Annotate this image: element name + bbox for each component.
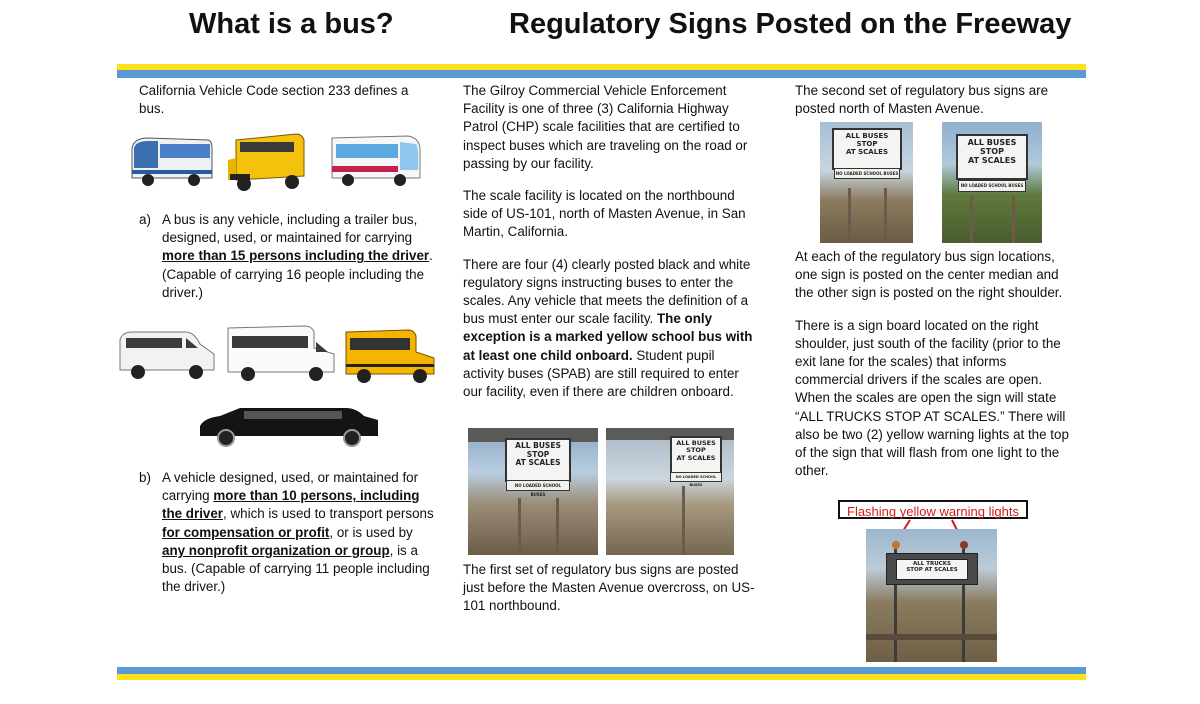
right-paragraph-1: The second set of regulatory bus signs are posted north of Masten Avenue. [795,83,1049,117]
definition-b-text2: , which is used to transport persons [223,506,434,522]
right-paragraph-3: There is a sign board located on the right shoulder, just south of the facility (prior to the exit lane for the scales) that informs commercial drivers if the scales are open. When the scales are open the sign will state “ALL TRUCKS STOP AT SCALES.” There will also be two (2) yellow warning lights at the top of the sign that will flash from one light to the other. [795,317,1069,479]
middle-caption [463,561,755,616]
right-text [795,248,1073,494]
definition-a [139,211,439,302]
passenger-van-image [116,328,218,384]
middle-p3-text1: There are four (4) clearly posted black and white regulatory signs instructing buses to enter the scales. Any vehicle that meets the definition of a bus must enter our scale facility. [463,256,751,327]
first-sign-photo-left [468,428,598,555]
definition-a-bold: more than 15 persons including the driver [162,248,430,264]
truck-sign-line2: STOP AT SCALES [906,567,958,574]
second-sign-photo-left [820,122,913,243]
truck-sign-line1: ALL TRUCKS [913,561,951,567]
bottom-bar-yellow [117,674,1086,680]
bottom-bar-blue [117,667,1086,674]
left-heading: What is a bus? [189,8,394,40]
definition-b-label: b) [139,470,151,485]
small-school-bus-image [342,326,438,388]
second-sign-right-line2: STOP [980,147,1004,157]
first-sign-left-line2: STOP [526,449,550,459]
second-sign-left-plaque: NO LOADED SCHOOL BUSES [834,168,900,179]
first-sign-right-line2: STOP [686,446,706,455]
middle-paragraph-2: The scale facility is located on the northbound side of US-101, north of Masten Avenue, in San Martin, California. [463,188,746,240]
flashing-lights-callout: Flashing yellow warning lights [838,500,1028,519]
second-sign-left-line2: STOP [856,140,878,149]
right-p1 [795,82,1073,118]
left-warning-light-icon [892,541,900,549]
right-warning-light-icon [960,541,968,549]
definition-b-text1: A vehicle designed, used, or maintained for carrying [162,470,419,504]
middle-p3-text2: Student pupil activity buses (SPAB) are still required to enter our facility, even if there are children onboard. [463,347,739,400]
second-sign-right-plaque: NO LOADED SCHOOL BUSES [958,180,1026,192]
definition-a-text1: A bus is any vehicle, including a trailer bus, designed, used, or maintained for carrying [162,212,418,246]
first-sign-right-plaque: NO LOADED SCHOOL BUSES [670,472,722,482]
first-sign-right-line1: ALL BUSES [676,439,716,447]
first-sign-left-line3: AT SCALES [515,458,561,468]
first-sign-left-plaque: NO LOADED SCHOOL BUSES [506,480,570,491]
second-sign-left-line3: AT SCALES [846,148,888,157]
coach-bus-image [128,134,214,192]
second-sign-left-line1: ALL BUSES [845,132,889,140]
definition-b-text3: , or is used by [329,524,413,540]
second-sign-right-line1: ALL BUSES [967,138,1017,147]
truck-sign-photo [866,529,997,662]
right-heading: Regulatory Signs Posted on the Freeway [509,8,1072,40]
second-sign-photo-right [942,122,1042,243]
first-sign-right-line3: AT SCALES [676,453,716,462]
definition-b-bold3: any nonprofit organization or group [162,542,390,558]
middle-paragraph-1: The Gilroy Commercial Vehicle Enforcement Facility is one of three (3) California Highway Patrol (CHP) scale facilities that are certified to inspect buses which are traveling on the road or passing by our facility. [463,83,748,171]
transit-bus-image [328,130,424,192]
intro-text: California Vehicle Code section 233 defines a bus. [139,83,409,117]
middle-p3-bold: The only exception is a marked yellow school bus with at least one child onboard. [463,311,753,363]
first-sign-left-line1: ALL BUSES [515,441,561,450]
top-bar-blue [117,70,1086,78]
stretch-limousine-image [196,396,382,452]
definition-a-text2: . (Capable of carrying 16 people including the driver.) [162,248,433,300]
first-signs-caption: The first set of regulatory bus signs are posted just before the Masten Avenue overcross, on US-101 northbound. [463,562,755,614]
shuttle-bus-image [224,322,338,388]
definition-b-text4: , is a bus. (Capable of carrying 11 people including the driver.) [162,542,430,595]
first-sign-photo-right [606,428,734,555]
middle-paragraph-3 [463,256,755,402]
left-intro [139,82,424,118]
definition-b-bold2: for compensation or profit [162,524,330,540]
definition-b-bold1: more than 10 persons, including the driver [162,488,420,522]
second-sign-right-line3: AT SCALES [968,156,1016,166]
definition-b [139,469,439,596]
yellow-school-bus-image [226,130,321,196]
definition-a-label: a) [139,212,151,227]
right-paragraph-2: At each of the regulatory bus sign locations, one sign is posted on the center median and the other sign is posted on the right shoulder. [795,249,1063,301]
middle-text [463,82,755,415]
